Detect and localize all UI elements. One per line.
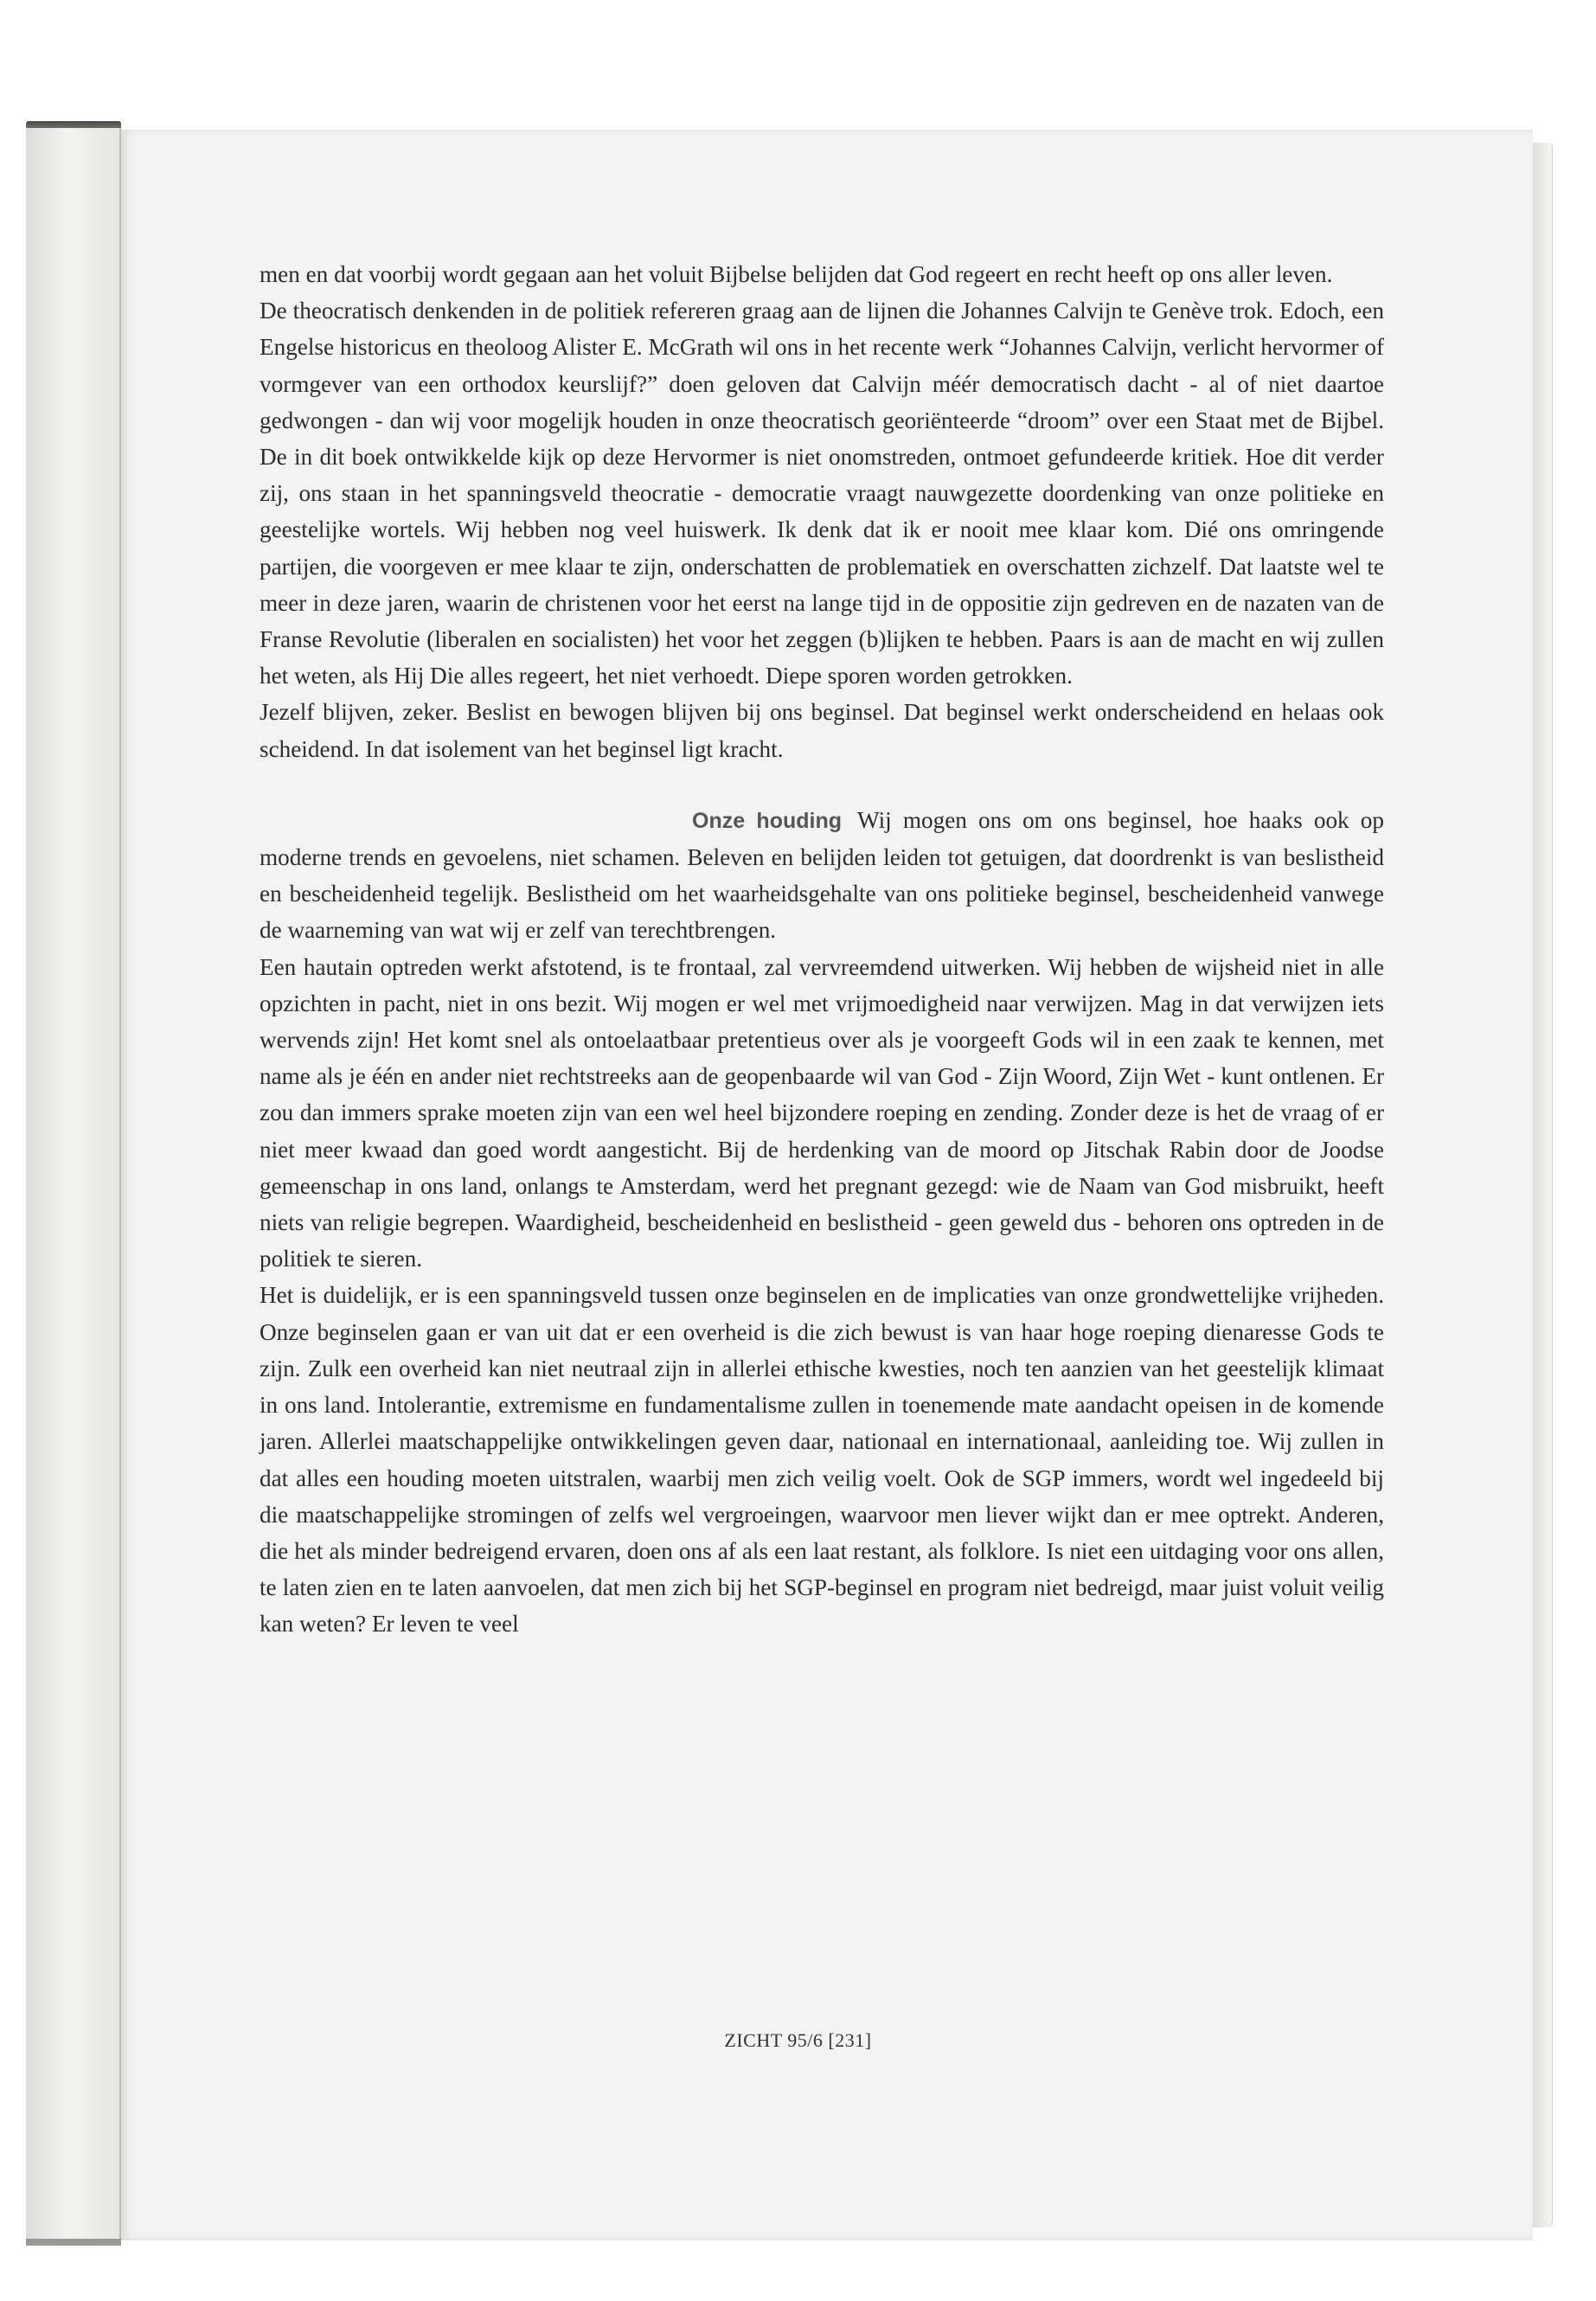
section-gap: [260, 767, 1384, 802]
paragraph: Een hautain optreden werkt afstotend, is te frontaal, zal vervreemdend uitwerken. Wij hebben de wijsheid niet in alle opzichten in pacht, niet in ons bezit. Wij mogen er wel met vrijmoedigheid naar verwijzen. Mag in dat verwijzen iets wervends zijn! Het komt snel als ontoelaatbaar pretentieus over als je voorgeeft Gods wil in een zaak te kennen, met name als je één en ander niet rechtstreeks aan de geopenbaarde wil van God - Zijn Woord, Zijn Wet - kunt ontlenen. Er zou dan immers sprake moeten zijn van een wel heel bijzondere roeping en zending. Zonder deze is het de vraag of er niet meer kwaad dan goed wordt aangesticht. Bij de herdenking van de moord op Jitschak Rabin door de Joodse gemeenschap in ons land, onlangs te Amsterdam, werd het pregnant gezegd: wie de Naam van God misbruikt, heeft niets van religie begrepen. Waardigheid, bescheidenheid en beslistheid - geen geweld dus - behoren ons optreden in de politiek te sieren.: [260, 953, 1384, 1272]
section-heading: Onze houding: [692, 808, 843, 833]
page-edge: [1533, 143, 1553, 2227]
paragraph: Het is duidelijk, er is een spanningsveld tussen onze beginselen en de implicaties van onze grondwettelijke vrijheden. Onze beginselen gaan er van uit dat er een overheid is die zich bewust is van haar hoge roeping dienaresse Gods te zijn. Zulk een overheid kan niet neutraal zijn in allerlei ethische kwesties, noch ten aanzien van het geestelijk klimaat in ons land. Intolerantie, extremisme en fundamentalisme zullen in toenemende mate aandacht opeisen in de komende jaren. Allerlei maatschappelijke ontwikkelingen geven daar, nationaal en internationaal, aanleiding toe. Wij zullen in dat alles een houding moeten uitstralen, waarbij men zich veilig voelt. Ook de SGP immers, wordt wel ingedeeld bij die maatschappelijke stromingen of zelfs wel vergroeingen, waarvoor men liever wijkt dan er mee optrekt. Anderen, die het als minder bedreigend ervaren, doen ons af als een laat restant, als folklore. Is niet een uitdaging voor ons allen, te laten zien en te laten aanvoelen, dat men zich bij het SGP-beginsel en program niet bedreigd, maar juist voluit veilig kan weten? Er leven te veel: [260, 1282, 1384, 1638]
section-intro-paragraph: [260, 802, 1384, 949]
paragraph: Jezelf blijven, zeker. Beslist en bewogen blijven bij ons beginsel. Dat beginsel werkt onderscheidend en helaas ook scheidend. In dat isolement van het beginsel ligt kracht.: [260, 699, 1384, 762]
book-spine: [26, 128, 121, 2246]
paragraph: De theocratisch denkenden in de politiek refereren graag aan de lijnen die Johannes Calvijn te Genève trok. Edoch, een Engelse historicus en theoloog Alister E. McGrath wil ons in het recente werk “Johannes Calvijn, verlicht hervormer of vormgever van een orthodox keurslijf?” doen geloven dat Calvijn méér democratisch dacht - al of niet daartoe gedwongen - dan wij voor mogelijk houden in onze theocratisch georiënteerde “droom” over een Staat met de Bijbel. De in dit boek ontwikkelde kijk op deze Hervormer is niet onomstreden, ontmoet gefundeerde kritiek. Hoe dit verder zij, ons staan in het spanningsveld theocratie - democratie vraagt nauwgezette doordenking van onze politieke en geestelijke wortels. Wij hebben nog veel huiswerk. Ik denk dat ik er nooit mee klaar kom. Dié ons omringende partijen, die voorgeven er mee klaar te zijn, onderschatten de problematiek en overschatten zichzelf. Dat laatste wel te meer in deze jaren, waarin de christenen voor het eerst na lange tijd in de oppositie zijn gedreven en de nazaten van de Franse Revolutie (liberalen en socialisten) het voor het zeggen (b)lijken te hebben. Paars is aan de macht en wij zullen het weten, als Hij Die alles regeert, het niet verhoedt. Diepe sporen worden getrokken.: [260, 298, 1384, 689]
paragraph: men en dat voorbij wordt gegaan aan het voluit Bijbelse belijden dat God regeert en recht heeft op ons aller leven.: [260, 261, 1333, 287]
section-intro-text: Wij mogen ons om ons beginsel, hoe haaks ook op moderne trends en gevoelens, niet schamen. Beleven en belijden leiden tot getuigen, dat doordrenkt is van beslistheid en bescheidenheid tegelijk. Beslistheid om het waarheidsgehalte van ons politieke beginsel, bescheidenheid vanwege de waarneming van wat wij er zelf van terechtbrengen.: [260, 806, 1384, 944]
page-footer: ZICHT 95/6 [231]: [724, 2029, 872, 2051]
body-text: [260, 256, 1384, 1643]
book-binding-bottom: [26, 2239, 121, 2246]
